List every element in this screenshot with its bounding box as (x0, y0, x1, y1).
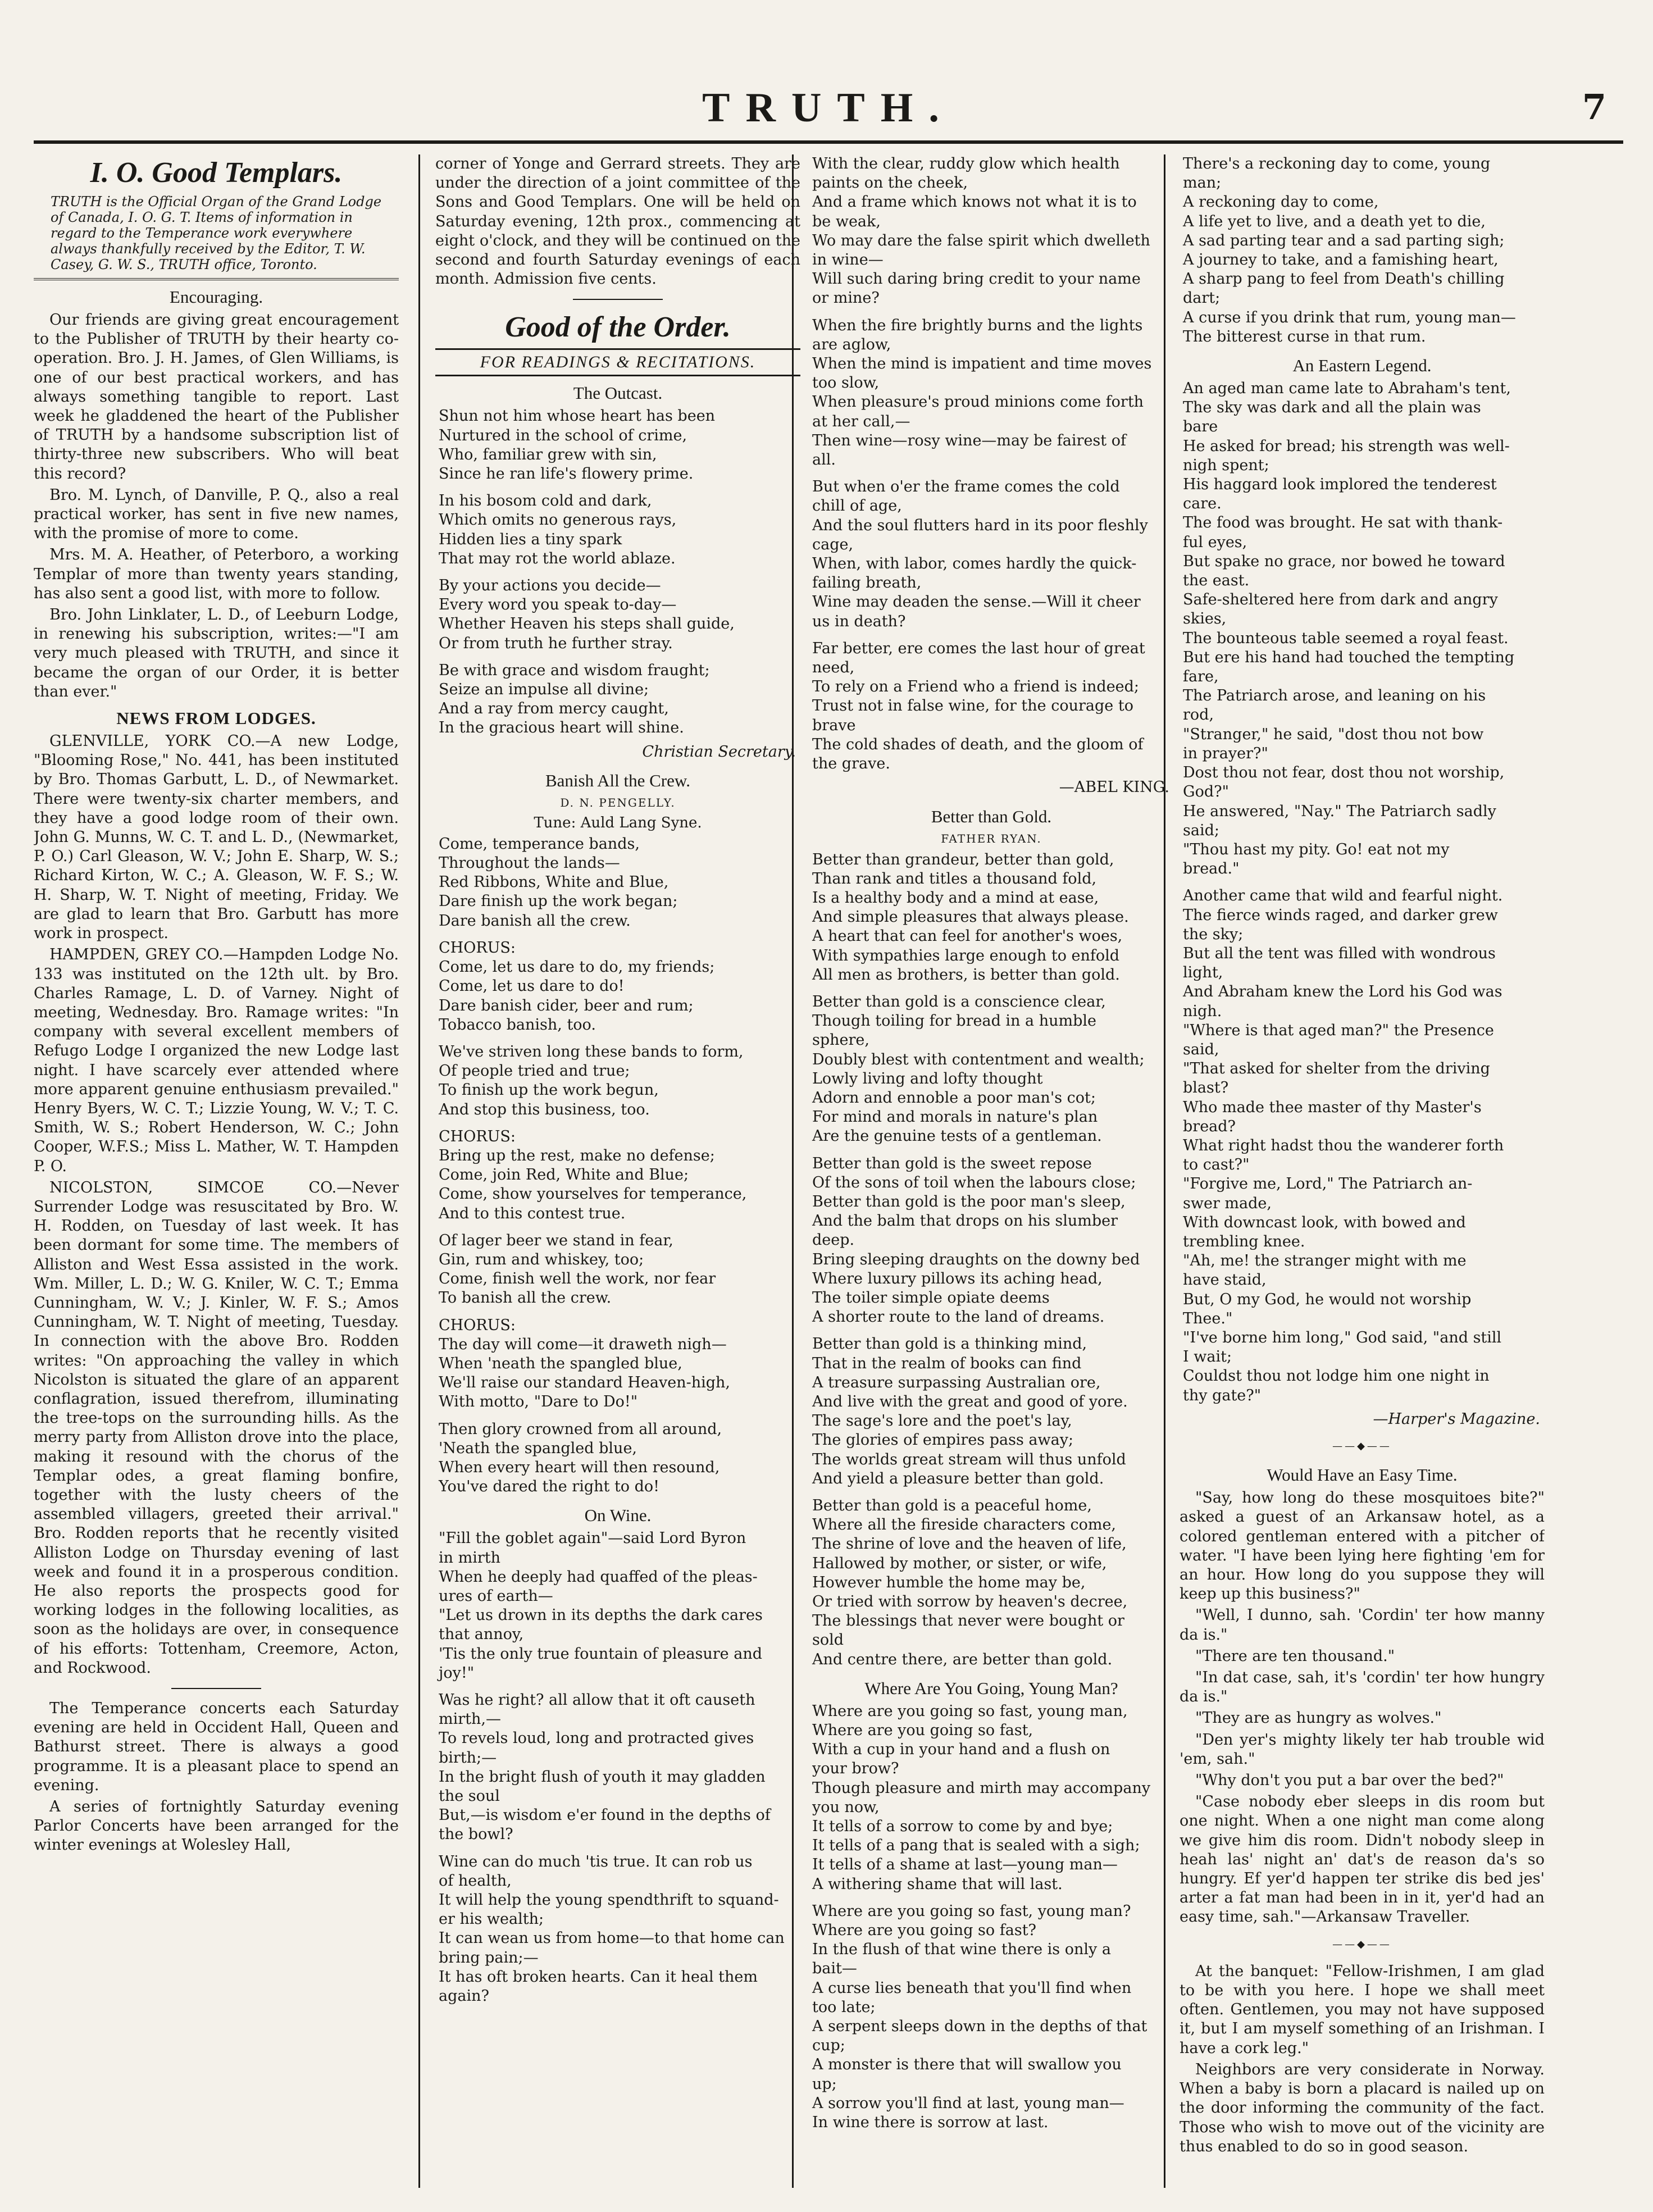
paragraph: Neighbors are very considerate in Norway. When a baby is born a placard is nailed up on the door informing the community of the fact. Those who wish to move out of the vicinity are thus enabled to do so in good season. (1180, 2060, 1545, 2155)
paragraph: corner of Yonge and Gerrard streets. They are under the direction of a joint committee of the Sons and Good Templars. One will be held on Saturday evening, 12th prox., commencing at eight o'clock, and they will be continued on the second and fourth Saturday evenings of each month. Admission five cents. (435, 155, 800, 288)
paragraph: Mrs. M. A. Heather, of Peterboro, a working Templar of more than twenty years standing, has also sent a good list, with more to follow. (34, 546, 399, 602)
stanza: In his bosom cold and dark, Which omits no generous rays, Hidden lies a tiny spark That may rot the world ablaze. (439, 492, 677, 567)
stanza: By your actions you decide— Every word you speak to-day— Whether Heaven his steps shall guide, Or from truth he further stray. (439, 577, 735, 652)
department-heading: Good of the Order. (505, 311, 731, 344)
poem-title: Where Are You Going, Young Man? (864, 1678, 1118, 1698)
paragraph: "Den yer's mighty likely ter hab trouble wid 'em, sah." (1180, 1731, 1545, 1768)
column-3 (809, 154, 1174, 2188)
stanza: Wine can do much 'tis true. It can rob us of health, It will help the young spendthrift to squand- er his wealth; It can wean us from home—to that home can bring pain;— It has oft broken hearts. Can it heal them again? (439, 1853, 785, 2005)
poem-author: FATHER RYAN. (941, 831, 1042, 845)
paragraph: GLENVILLE, YORK CO.—A new Lodge, "Blooming Rose," No. 441, has been instituted by Bro. Thomas Garbutt, L. D., of Newmarket. There were twenty-six charter members, and they have a good lodge room of their own. John G. Munns, W. C. T. and L. D., (Newmarket, P. O.) Carl Gleason, W. V.; John E. Sharp, W. S.; Richard Kirton, W. C.; A. Gleason, W. F. S.; W. H. Sharp, W. T. Night of meeting, Friday. We are glad to learn that Bro. Garbutt has more work in prospect. (34, 732, 399, 943)
paragraph: A series of fortnightly Saturday evening Parlor Concerts have been arranged for the winter evenings at Wolesley Hall, (34, 1798, 399, 1854)
column-2 (435, 154, 800, 2188)
stanza: Was he right? all allow that it oft causeth mirth,— To revels loud, long and protracted gives birth;— In the bright flush of youth it may gladden the soul But,—is wisdom e'er found in the depths of the bowl? (439, 1691, 771, 1844)
stanza: Better than gold is the sweet repose Of the sons of toil when the labours close; Better than gold is the poor man's sleep, And the balm that drops on his slumber deep. Bring sleeping draughts on the downy bed Where luxury pillows its aching head, The toiler simple opiate deems A shorter route to the land of dreams. (812, 1154, 1140, 1326)
chorus: CHORUS: Come, let us dare to do, my friends; Come, let us dare to do! Dare banish cider, beer and rum; Tobacco banish, too. (439, 939, 715, 1034)
poem-title: The Outcast. (573, 383, 663, 403)
stanza: Another came that wild and fearful night. The fierce winds raged, and darker grew the sky; But all the tent was filled with wondrous light, And Abraham knew the Lord his God was nigh. "Where is that aged man?" the Presence said, "That asked for shelter from the driving blast? Who made thee master of thy Master's bread? What right hadst thou the wanderer forth to cast?" "Forgive me, Lord," The Patriarch an- swer made, With downcast look, with bowed and trembling knee. "Ah, me! the stranger might with me have staid, But, O my God, he would not worship Thee." "I've borne him long," God said, "and still I wait; Couldst thou not lodge him one night in thy gate?" (1183, 887, 1504, 1404)
stanza: With the clear, ruddy glow which health paints on the cheek, And a frame which knows not what it is to be weak, Wo may dare the false spirit which dwelleth in wine— Will such daring bring credit to your name or mine? (812, 155, 1150, 307)
ornament-divider (1180, 1935, 1545, 1954)
stanza: Shun not him whose heart has been Nurtured in the school of crime, Who, familiar grew with sin, Since he ran life's flowery prime. (439, 407, 716, 483)
poem-title: An Eastern Legend. (1292, 356, 1432, 376)
paragraph: "Well, I dunno, sah. 'Cordin' ter how manny da is." (1180, 1606, 1545, 1644)
stanza: We've striven long these bands to form, Of people tried and true; To finish up the work begun, And stop this business, too. (439, 1043, 744, 1118)
stanza: But when o'er the frame comes the cold chill of age, And the soul flutters hard in its poor fleshly cage, When, with labor, comes hardly the quick- failing breath, Wine may deaden the sense.—Will it cheer us in death? (812, 478, 1148, 630)
poem-title: Better than Gold. (931, 806, 1052, 826)
ornament-divider (1180, 1437, 1545, 1456)
column-rule (418, 154, 420, 2188)
paragraph: "Say, how long do these mosquitoes bite?" asked a guest of an Arkansaw hotel, as a colored gentleman entered with a pitcher of water. "I have been lying here fighting 'em for an hour. How long do you suppose they will keep up this business?" (1180, 1489, 1545, 1603)
masthead (34, 79, 1623, 144)
paragraph: "Why don't you put a bar over the bed?" (1195, 1772, 1504, 1790)
article-heading: Encouraging. (169, 287, 263, 307)
stanza: Come, temperance bands, Throughout the lands— Red Ribbons, White and Blue, Dare finish up the work began; Dare banish all the crew. (439, 835, 678, 930)
stanza: Where are you going so fast, young man, Where are you going so fast, With a cup in your hand and a flush on your brow? Though pleasure and mirth may accompany you now, It tells of a sorrow to come by and bye; It tells of a pang that is sealed with a sigh; It tells of a shame at last—young man— A withering shame that will last. (812, 1702, 1151, 1893)
paragraph: "Case nobody eber sleeps in dis room but one night. When a one night man come along we give him dis room. Didn't nobody sleep in heah las' night an' dat's de reason da's so hungry. Ef yer'd happen ter strike dis bed jes' arter a fat man had been in in it, yer'd had an easy time, sah."—Arkansaw Traveller. (1180, 1793, 1545, 1926)
paragraph: The Temperance concerts each Saturday evening are held in Occident Hall, Queen and Bathurst street. There is always a good programme. It is a pleasant place to spend an evening. (34, 1700, 399, 1794)
poem-credit: Christian Secretary. (642, 743, 796, 761)
poem-author: D. N. PENGELLY. (560, 795, 676, 809)
poem-credit: —Harper's Magazine. (1373, 1410, 1540, 1428)
stanza: An aged man came late to Abraham's tent, The sky was dark and all the plain was bare He asked for bread; his strength was well- nigh spent; His haggard look implored the tenderest care. The food was brought. He sat with thank- ful eyes, But spake no grace, nor bowed he toward the east. Safe-sheltered here from dark and angry skies, The bounteous table seemed a royal feast. But ere his hand had touched the tempting fare, The Patriarch arose, and leaning on his rod, "Stranger," he said, "dost thou not bow in prayer?" Dost thou not fear, dost thou not worship, God?" He answered, "Nay." The Patriarch sadly said; "Thou hast my pity. Go! eat not my bread." (1183, 380, 1515, 878)
paragraph: HAMPDEN, GREY CO.—Hampden Lodge No. 133 was instituted on the 12th ult. by Bro. Charles Ramage, L. D. of Varney. Night of meeting, Wednesday. Bro. Ramage writes: "In company with several excellent members of Refugo Lodge I organized the new Lodge last night. I have scarcely ever attended where more apparent genuine enthusiasm prevailed." Henry Byers, W. C. T.; Lizzie Young, W. V.; T. C. Smith, W. S.; Robert Henderson, W. C.; John Cooper, W.F.S.; Miss L. Mather, W. T. Hampden P. O. (34, 946, 399, 1175)
stanza: When the fire brightly burns and the lights are aglow, When the mind is impatient and time moves too slow, When pleasure's proud minions come forth at her call,— Then wine—rosy wine—may be fairest of all. (812, 316, 1152, 469)
newspaper-title: TRUTH. (702, 85, 955, 131)
paragraph: "They are as hungry as wolves." (1195, 1709, 1442, 1727)
article-heading: NEWS FROM LODGES. (116, 708, 316, 729)
stanza: Better than gold is a peaceful home, Where all the fireside characters come, The shrine of love and the heaven of life, Hallowed by mother, or sister, or wife, However humble the home may be, Or tried with sorrow by heaven's decree, The blessings that never were bought or sold And centre there, are better than gold. (812, 1497, 1128, 1668)
stanza: Better than gold is a conscience clear, Though toiling for bread in a humble sphere, Doubly blest with contentment and wealth; Lowly living and lofty thought Adorn and ennoble a poor man's cot; For mind and morals in nature's plan Are the genuine tests of a gentleman. (812, 993, 1145, 1145)
poem-title: On Wine. (584, 1505, 652, 1526)
stanza: Better than gold is a thinking mind, That in the realm of books can find A treasure surpassing Australian ore, And live with the great and good of yore. The sage's lore and the poet's lay, The glories of empires pass away; The worlds great stream will thus unfold And yield a pleasure better than gold. (812, 1335, 1128, 1487)
poem-credit: —ABEL KING. (1059, 779, 1169, 796)
paragraph: "In dat case, sah, it's 'cordin' ter how hungry da is." (1180, 1669, 1545, 1706)
stanza: Be with grace and wisdom fraught; Seize an impulse all divine; And a ray from mercy caught, In the gracious heart will shine. (439, 661, 710, 737)
stanza: There's a reckoning day to come, young man; A reckoning day to come, A life yet to live, and a death yet to die, A sad parting tear and a sad parting sigh; A journey to take, and a famishing heart, A sharp pang to feel from Death's chilling dart; A curse if you drink that rum, young man— The bitterest curse in that rum. (1183, 155, 1516, 345)
chorus: CHORUS: Bring up the rest, make no defense; Come, join Red, White and Blue; Come, show yourselves for temperance, And to this contest true. (439, 1127, 747, 1222)
page-number: 7 (1582, 87, 1606, 128)
paragraph: Bro. John Linklater, L. D., of Leeburn Lodge, in renewing his subscription, writes:—"I am very much pleased with TRUTH, and since it became the organ of our Order, it is better than ever." (34, 606, 399, 700)
stanza: Of lager beer we stand in fear, Gin, rum and whiskey, too; Come, finish well the work, nor fear To banish all the crew. (439, 1231, 716, 1307)
stanza: Then glory crowned from all around, 'Neath the spangled blue, When every heart will then resound, You've dared the right to do! (439, 1420, 722, 1496)
divider (573, 299, 663, 300)
section-label: FOR READINGS & RECITATIONS. (435, 348, 800, 376)
paragraph: NICOLSTON, SIMCOE CO.—Never Surrender Lodge was resuscitated by Bro. W. H. Rodden, on Tuesday of last week. It has been dormant for some time. The members of Alliston and West Essa assisted in the work. Wm. Miller, L. D.; W. G. Kniler, W. C. T.; Emma Cunningham, W. V.; J. Kinler, W. F. S.; Amos Cunningham, W. T. Night of meeting, Tuesday. In connection with the above Bro. Rodden writes: "On approaching the valley in which Nicolston is situated the glare of an apparent conflagration, issued therefrom, illuminating the tree-tops on the surrounding hills. As the merry party from Alliston drove into the place, making it resound with the chorus of the Templar odes, a great flaming bonfire, together with the lusty cheers of the assembled villagers, greeted their arrival." Bro. Rodden reports that he recently visited Alliston Lodge on Thursday evening of last week and found it in a prosperous condition. He also reports the prospects good for working lodges in the following localities, as soon as the holidays are over, in consequence of his efforts: Tottenham, Creemore, Acton, and Rockwood. (34, 1178, 399, 1677)
divider (171, 1688, 261, 1689)
official-organ-note: TRUTH is the Official Organ of the Grand Lodge of Canada, I. O. G. T. Items of information in regard to the Temperance work everywhere always thankfully received by the Editor, T. W. Casey, G. W. S., TRUTH office, Toronto. (34, 194, 399, 280)
chorus: CHORUS: The day will come—it draweth nigh— When 'neath the spangled blue, We'll raise our standard Heaven-high, With motto, "Dare to Do!" (439, 1316, 730, 1411)
stanza: Where are you going so fast, young man? Where are you going so fast? In the flush of that wine there is only a bait— A curse lies beneath that you'll find when too late; A serpent sleeps down in the depths of that cup; A monster is there that will swallow you up; A sorrow you'll find at last, young man— In wine there is sorrow at last. (812, 1902, 1147, 2132)
article-heading: Would Have an Easy Time. (1267, 1465, 1458, 1485)
stanza: "Fill the goblet again"—said Lord Byron in mirth When he deeply had quaffed of the pleas- ures of earth— "Let us drown in its depths the dark cares that annoy, 'Tis the only true fountain of pleasure and joy!" (439, 1530, 763, 1682)
paragraph: "There are ten thousand." (1195, 1647, 1395, 1665)
stanza: Far better, ere comes the last hour of great need, To rely on a Friend who a friend is indeed; Trust not in false wine, for the courage to brave The cold shades of death, and the gloom of the grave. (812, 639, 1145, 773)
paragraph: Bro. M. Lynch, of Danville, P. Q., also a real practical worker, has sent in five new names, with the promise of more to come. (34, 486, 399, 543)
paragraph: At the banquet: "Fellow-Irishmen, I am glad to be with you here. I hope we shall meet often. Gentlemen, you may not have supposed it, but I am myself something of an Irishman. I have a cork leg." (1180, 1962, 1545, 2057)
column-4 (1180, 154, 1545, 2188)
poem-tune: Tune: Auld Lang Syne. (534, 814, 702, 831)
department-heading: I. O. Good Templars. (90, 157, 343, 189)
stanza: Better than grandeur, better than gold, Than rank and titles a thousand fold, Is a healthy body and a mind at ease, And simple pleasures that always please. A heart that can feel for another's woes, With sympathies large enough to enfold All men as brothers, is better than gold. (812, 850, 1129, 984)
paragraph: Our friends are giving great encouragement to the Publisher of TRUTH by their hearty co-operation. Bro. J. H. James, of Glen Williams, is one of our best practical workers, and has always something tangible to report. Last week he gladdened the heart of the Publisher of TRUTH by a handsome subscription list of thirty-three new subscribers. Who will beat this record? (34, 311, 399, 483)
poem-title: Banish All the Crew. (545, 770, 691, 790)
column-1 (34, 154, 399, 2188)
